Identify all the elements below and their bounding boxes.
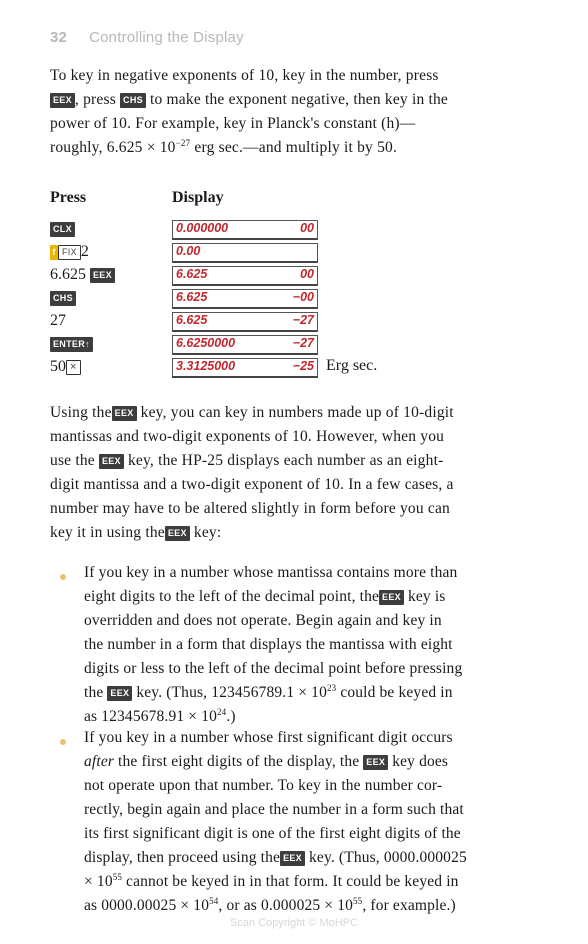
- bullet-icon: [60, 739, 66, 745]
- display-readout: 0.00: [172, 243, 318, 263]
- bullet-icon: [60, 574, 66, 580]
- enter-key-icon: ENTER↑: [50, 337, 93, 352]
- eex-key-icon: EEX: [280, 851, 305, 866]
- fix-key-icon: FIX: [58, 245, 81, 260]
- press-row-2: f FIX 2: [50, 241, 89, 263]
- eex-key-icon: EEX: [165, 526, 190, 541]
- eex-key-icon: EEX: [90, 268, 115, 283]
- press-row-3: 6.625 EEX: [50, 264, 115, 286]
- chs-key-icon: CHS: [120, 93, 146, 108]
- intro-line: roughly, $6.625 \times 10^{-27}$ erg sec.—and multiply it by 50.: [50, 138, 398, 156]
- press-column-header: Press: [50, 189, 87, 206]
- display-readout: 6.625 −27: [172, 312, 318, 332]
- eex-key-icon: EEX: [50, 93, 75, 108]
- eex-key-icon: EEX: [379, 590, 404, 605]
- display-readout: 0.000000 00: [172, 220, 318, 240]
- note-first-significant-digit: If you key in a number whose first significant digit occurs after the first eight digits of the display, the EEX key does not operate upon that number. To key in the number cor- rectly, begin again and place the number in a form such that its first significant digit is one of the first eight digits of the display, then proceed using the EEX key. (Thus, 0000.000025 × $10^{55}$ cannot be keyed in in that form. It could be keyed in as $0000.00025 \times 10^{54}$, or as $0.000025 \times 10^{55}$, for example.): [84, 729, 467, 914]
- display-readout: 6.625 00: [172, 266, 318, 286]
- chs-key-icon: CHS: [50, 291, 76, 306]
- f-key-icon: f: [50, 245, 58, 260]
- press-row-7: 50 ×: [50, 356, 81, 378]
- press-row-1: [50, 218, 75, 240]
- result-unit: Erg sec.: [326, 357, 378, 374]
- display-column-header: Display: [172, 189, 224, 206]
- eex-key-icon: EEX: [107, 686, 132, 701]
- display-readout: 6.6250000 −27: [172, 335, 318, 355]
- intro-paragraph: [50, 64, 544, 160]
- scan-watermark: Scan Copyright © MoHPC: [230, 917, 358, 929]
- multiply-key-icon: ×: [66, 360, 81, 375]
- press-row-5: 27: [50, 312, 66, 329]
- eex-paragraph: Using the EEX key, you can key in numbers made up of 10-digit mantissas and two-digit exponents of 10. However, when you use the EEX key, the HP-25 displays each number as an eight- digit mantissa and a two-digit exponent of 10. In a few cases, a number may have to be altered slightly in form before you can key it in using the EEX key:: [50, 404, 454, 541]
- press-row-6: [50, 333, 93, 355]
- intro-line: power of 10. For example, key in Planck's constant (h)—: [50, 115, 416, 132]
- page-header: [50, 29, 244, 46]
- eex-key-icon: EEX: [99, 454, 124, 469]
- press-row-4: [50, 287, 76, 309]
- clx-key-icon: CLX: [50, 222, 75, 237]
- display-readout: 3.3125000 −25: [172, 358, 318, 378]
- display-readout: 6.625 −00: [172, 289, 318, 309]
- page-number: 32: [50, 29, 68, 46]
- note-mantissa-digits: If you key in a number whose mantissa contains more than eight digits to the left of the decimal point, the EEX key is overridden and does not operate. Begin again and key in the number in a form that displays the mantissa with eight digits or less to the left of the decimal point before pressing the EEX key. (Thus, $123456789.1 \times 10^{23}$ could be keyed in as $12345678.91 \times 10^{24}$.): [84, 564, 463, 725]
- intro-line: To key in negative exponents of 10, key in the number, press: [50, 67, 439, 84]
- eex-key-icon: EEX: [112, 406, 137, 421]
- intro-line: EEX , press CHS to make the exponent negative, then key in the: [50, 88, 544, 112]
- eex-key-icon: EEX: [363, 755, 388, 770]
- chapter-title: Controlling the Display: [89, 29, 244, 46]
